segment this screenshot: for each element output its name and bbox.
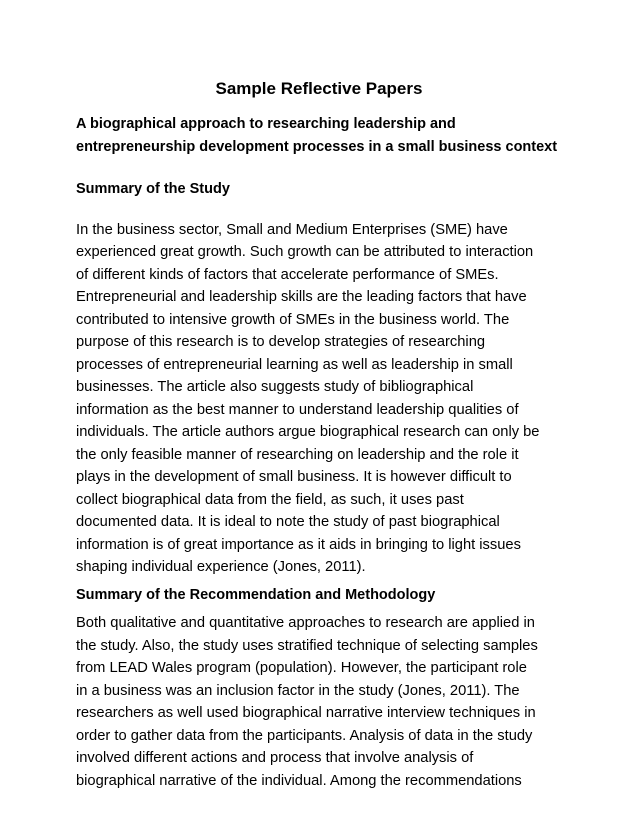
paragraph-line: In the business sector, Small and Medium Enterprises (SME) have xyxy=(76,221,508,238)
paragraph-line: from LEAD Wales program (population). However, the participant role xyxy=(76,660,527,676)
paragraph-line: processes of entrepreneurial learning as well as leadership in small xyxy=(76,356,513,373)
paragraph-line: of different kinds of factors that accelerate performance of SMEs. xyxy=(76,266,499,283)
paragraph-line: biographical narrative of the individual. Among the recommendations xyxy=(76,772,522,789)
paragraph-line: shaping individual experience (Jones, 2011). xyxy=(76,559,366,575)
paper-subtitle xyxy=(76,113,566,158)
paragraph-line: Entrepreneurial and leadership skills are the leading factors that have xyxy=(76,289,527,305)
paragraph-line: collect biographical data from the field, as such, it uses past xyxy=(76,491,464,508)
section-heading-recommendation: Summary of the Recommendation and Methodology xyxy=(76,586,436,603)
paragraph-line: the only feasible manner of researching on leadership and the role it xyxy=(76,446,519,463)
page-title: Sample Reflective Papers xyxy=(215,79,423,98)
paragraph-line: purpose of this research is to develop strategies of researching xyxy=(76,334,486,350)
paragraph-line: individuals. The article authors argue biographical research can only be xyxy=(76,424,540,440)
paragraph-line: in a business was an inclusion factor in the study (Jones, 2011). The xyxy=(76,682,520,699)
paragraph-line: plays in the development of small business. It is however difficult to xyxy=(76,469,512,485)
subtitle-line: entrepreneurship development processes in a small business context xyxy=(76,138,558,155)
paragraph-line: contributed to intensive growth of SMEs in the business world. The xyxy=(76,311,510,328)
section-recommendation-paragraph xyxy=(76,612,566,792)
paragraph-line: experienced great growth. Such growth can be attributed to interaction xyxy=(76,244,534,260)
paragraph-line: information is of great importance as it aids in bringing to light issues xyxy=(76,536,521,553)
paragraph-line: researchers as well used biographical narrative interview techniques in xyxy=(76,705,536,721)
paragraph-line: order to gather data from the participants. Analysis of data in the study xyxy=(76,727,533,744)
document-body xyxy=(76,113,566,792)
section-summary-paragraph xyxy=(76,219,566,579)
subtitle-line: A biographical approach to researching leadership and xyxy=(76,116,456,132)
paragraph-line: documented data. It is ideal to note the study of past biographical xyxy=(76,514,500,530)
paragraph-line: information as the best manner to understand leadership qualities of xyxy=(76,401,519,418)
section-heading-summary: Summary of the Study xyxy=(76,181,230,197)
paragraph-line: businesses. The article also suggests study of bibliographical xyxy=(76,379,474,395)
paragraph-line: Both qualitative and quantitative approaches to research are applied in xyxy=(76,615,535,631)
paragraph-line: involved different actions and process that involve analysis of xyxy=(76,750,474,766)
paragraph-line: the study. Also, the study uses stratified technique of selecting samples xyxy=(76,637,538,654)
